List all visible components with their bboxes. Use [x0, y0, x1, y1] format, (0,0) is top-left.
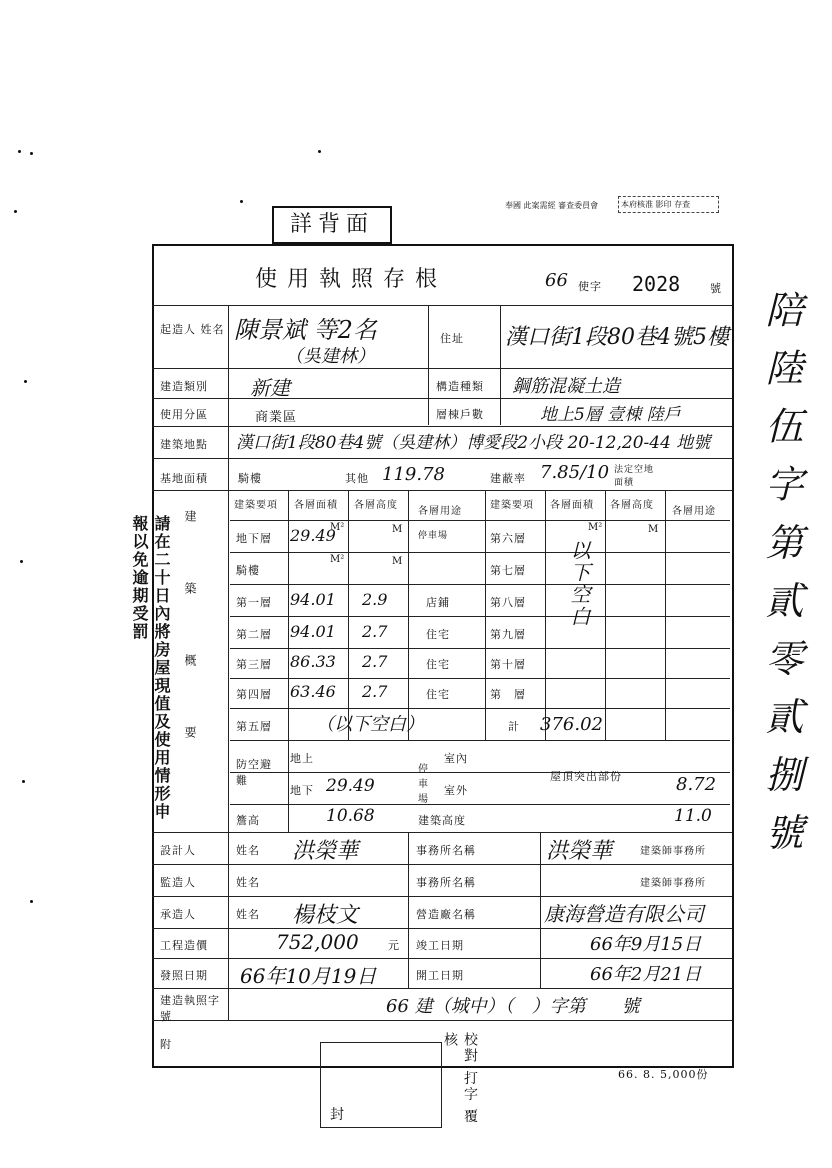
floor-use: 住宅	[426, 658, 450, 671]
legal-space-label: 法定空地面積	[614, 465, 655, 488]
office-label: 事務所名稱	[416, 844, 476, 857]
col-use: 各層用途	[418, 506, 462, 517]
speck	[318, 150, 321, 153]
speck	[30, 900, 33, 903]
floor-name-right: 第八層	[490, 596, 526, 609]
speck	[18, 150, 21, 153]
start-value: 66年2月21日	[590, 964, 702, 985]
floor-name: 第一層	[236, 596, 272, 609]
permit-number: 2028	[632, 272, 681, 296]
floor-name-right: 第九層	[490, 628, 526, 641]
col-area-right: 各層面積	[550, 500, 594, 511]
designer-office-value: 洪榮華	[546, 839, 613, 864]
floor-area: 63.46	[290, 682, 336, 701]
floor-height: 2.7	[362, 682, 388, 701]
speck	[240, 200, 243, 203]
col-items: 建築要項	[234, 500, 278, 511]
contractor-label: 承造人	[160, 908, 196, 921]
print-note: 66. 8. 5,000份	[618, 1068, 709, 1081]
supervisor-label: 監造人	[160, 876, 196, 889]
area-label: 基地面積	[160, 472, 208, 485]
indoor-label: 室內	[444, 752, 468, 765]
floor-use: 停車場	[418, 531, 449, 541]
unit-m: M	[392, 524, 403, 535]
floor-use: 店鋪	[426, 596, 450, 609]
office-label: 事務所名稱	[416, 876, 476, 889]
site-label: 建築地點	[160, 438, 208, 451]
floors-label: 層棟戶數	[436, 408, 484, 421]
floor-use: 住宅	[426, 688, 450, 701]
attach-label: 附	[160, 1038, 172, 1051]
floor-name: 第二層	[236, 628, 272, 641]
floor-name: 第四層	[236, 688, 272, 701]
designer-label: 設計人	[160, 844, 196, 857]
other-label: 其他	[345, 472, 369, 485]
col-area: 各層面積	[294, 500, 338, 511]
address-value: 漢口街1段80巷4號5樓	[505, 325, 729, 350]
start-label: 開工日期	[416, 969, 464, 982]
floor-area: （以下空白）	[316, 714, 424, 735]
left-margin-note: 請在二十日內將房屋現值及使用情形申報以免逾期受罰	[130, 515, 171, 821]
back-side-stamp: 詳背面	[272, 206, 392, 244]
completion-label: 竣工日期	[416, 939, 464, 952]
col-height: 各層高度	[354, 500, 398, 511]
floor-name: 第五層	[236, 720, 272, 733]
designer-value: 洪榮華	[292, 839, 359, 864]
speck	[30, 152, 33, 155]
floor-name-right: 第 層	[490, 688, 526, 701]
speck	[20, 560, 23, 563]
seal-label: 封	[330, 1107, 345, 1123]
issue-value: 66年10月19日	[240, 964, 377, 988]
number-prefix: 66	[545, 270, 568, 291]
review-stamp: 奉國 此案需經 審查委員會	[505, 201, 599, 210]
form-title: 使用執照存根	[255, 267, 448, 292]
unit-m2: M²	[588, 522, 603, 533]
applicant-name: 陳景斌 等2名	[234, 316, 377, 344]
col-use-right: 各層用途	[672, 506, 716, 517]
number-mid: 使字	[578, 280, 602, 293]
speck	[22, 780, 25, 783]
floor-area: 94.01	[290, 622, 336, 641]
below-label: 地下	[290, 784, 314, 797]
floor-height: 2.7	[362, 622, 388, 641]
floor-height: 2.7	[362, 652, 388, 671]
site-value: 漢口街1段80巷4號（吳建林）博愛段2小段 20-12,20-44 地號	[236, 433, 711, 453]
factory-label: 營造廠名稱	[416, 908, 476, 921]
applicant-label: 起造人 姓名	[160, 323, 225, 336]
floors-value: 地上5層 壹棟 陸戶	[540, 405, 681, 425]
building-type-value: 新建	[250, 376, 290, 400]
coverage-value: 7.85/10	[540, 462, 610, 483]
other-area-value: 119.78	[382, 464, 445, 485]
name-label: 姓名	[236, 876, 260, 889]
floor-area: 94.01	[290, 590, 336, 609]
completion-value: 66年9月15日	[590, 934, 702, 955]
zone-value: 商業區	[255, 410, 298, 425]
eave-value: 10.68	[326, 806, 375, 826]
floor-name: 騎樓	[236, 564, 260, 577]
arcade-label: 騎樓	[238, 472, 262, 485]
speck	[24, 380, 27, 383]
structure-value: 鋼筋混凝土造	[512, 376, 620, 397]
blank-note: 以下空白	[567, 540, 591, 628]
unit-m: M	[392, 556, 403, 567]
total-label: 計	[508, 720, 520, 733]
above-label: 地上	[290, 752, 314, 765]
building-type-label: 建造類別	[160, 380, 208, 393]
floor-name: 地下層	[236, 532, 272, 545]
floor-name-right: 第六層	[490, 532, 526, 545]
contractor-factory-value: 康海營造有限公司	[544, 902, 704, 926]
floor-height: 2.9	[362, 590, 388, 609]
issue-label: 發照日期	[160, 969, 208, 982]
shelter-label: 防空避難	[236, 758, 272, 787]
building-height-label: 建築高度	[418, 814, 466, 827]
unit-m2: M²	[330, 554, 345, 565]
parking-label: 停車場	[418, 764, 429, 805]
roof-value: 8.72	[676, 774, 717, 795]
name-label: 姓名	[236, 908, 260, 921]
speck	[14, 210, 17, 213]
zone-label: 使用分區	[160, 408, 208, 421]
structure-label: 構造種類	[436, 380, 484, 393]
col-items-right: 建築要項	[490, 500, 534, 511]
contractor-value: 楊枝文	[292, 903, 359, 928]
architect-suffix: 建築師事務所	[640, 846, 706, 857]
col-height-right: 各層高度	[610, 500, 654, 511]
eave-label: 簷高	[236, 814, 260, 827]
coverage-label: 建蔽率	[490, 472, 526, 485]
name-label: 姓名	[236, 844, 260, 857]
approval-stamp: 本府核准 影印 存查	[618, 196, 719, 213]
summary-section-label: 建築概要	[183, 510, 197, 798]
total-value: 376.02	[540, 714, 603, 735]
yuan: 元	[388, 939, 400, 952]
outdoor-label: 室外	[444, 784, 468, 797]
floor-area: 29.49	[290, 526, 336, 545]
shelter-below-value: 29.49	[326, 776, 375, 796]
building-height-value: 11.0	[674, 806, 712, 826]
roof-label: 屋頂突出部份	[550, 770, 622, 783]
permit-value: 66 建（城中）（ ）字第 號	[386, 996, 640, 1017]
permit-label: 建造執照字號	[160, 994, 220, 1023]
floor-use: 住宅	[426, 628, 450, 641]
right-margin-writing: 陪 陸 伍 字 第 貳 零 貳 捌 號	[759, 290, 803, 855]
floor-name-right: 第十層	[490, 658, 526, 671]
number-suffix: 號	[710, 282, 722, 295]
floor-name: 第三層	[236, 658, 272, 671]
cost-value: 752,000	[276, 930, 359, 954]
applicant-note: （吳建林）	[285, 346, 375, 367]
floor-area: 86.33	[290, 652, 336, 671]
address-label: 住址	[440, 332, 464, 345]
cost-label: 工程造價	[160, 939, 208, 952]
architect-suffix: 建築師事務所	[640, 878, 706, 889]
unit-m: M	[648, 524, 659, 535]
batch-stamp: 校對 打字 覆核	[442, 1032, 478, 1125]
floor-name-right: 第七層	[490, 564, 526, 577]
unit-m2: M²	[330, 522, 345, 533]
